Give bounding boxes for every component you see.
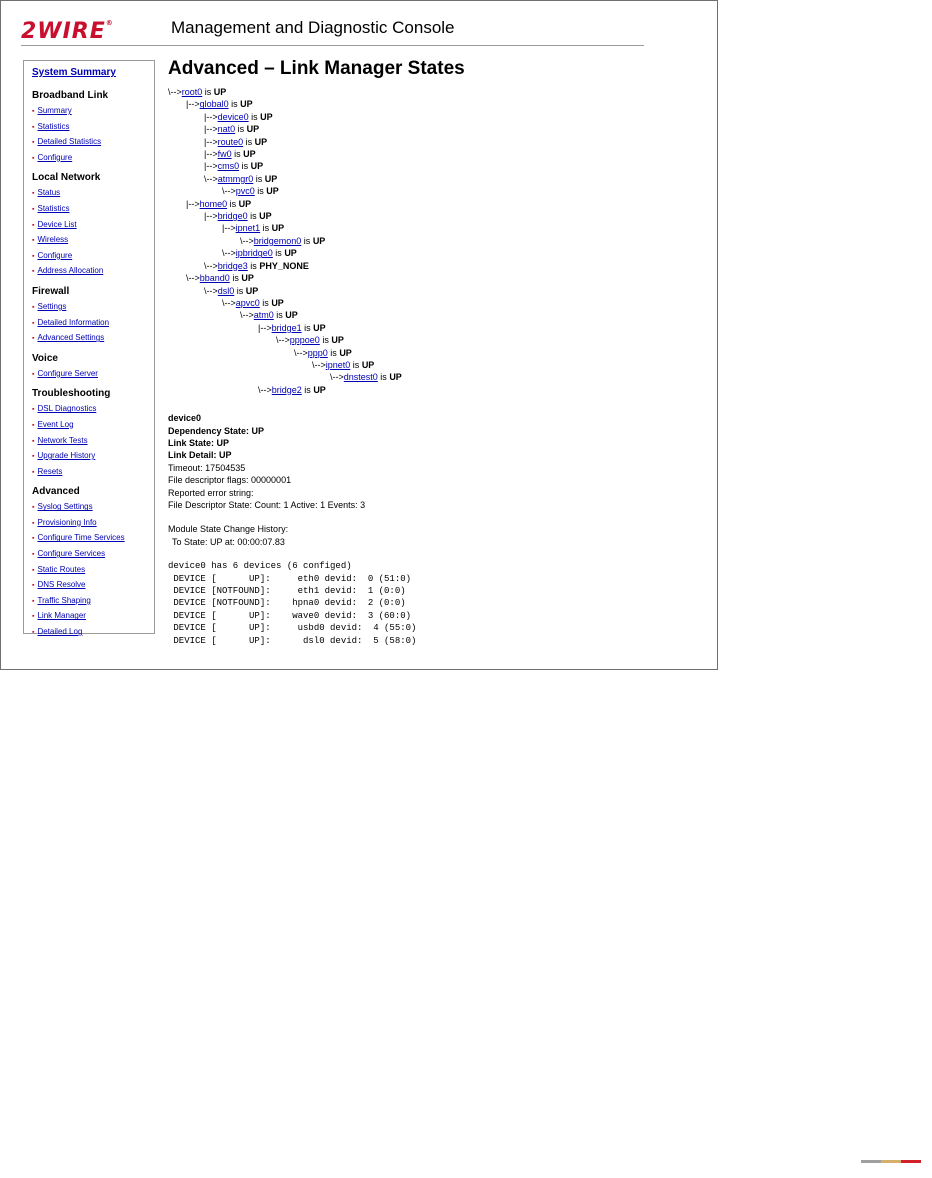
tree-node-state: UP — [241, 273, 254, 284]
deco-segment-tan — [881, 1160, 901, 1163]
nav-section — [32, 172, 154, 280]
nav-link-address-allocation[interactable]: Address Allocation — [37, 266, 104, 276]
device-line: DEVICE [ UP]: wave0 devid: 3 (60:0) — [168, 610, 412, 621]
tree-connector: \--> — [222, 186, 236, 197]
nav-item — [32, 233, 154, 249]
sidebar-nav — [23, 60, 155, 637]
bullet-icon: ▪ — [32, 566, 35, 574]
console-title: Management and Diagnostic Console — [171, 18, 455, 37]
bullet-icon: ▪ — [32, 629, 35, 637]
header-divider — [21, 45, 644, 46]
tree-node-link[interactable]: ipnet0 — [325, 359, 351, 370]
nav-link-event-log[interactable]: Event Log — [37, 419, 74, 429]
link-state: Link State: UP — [168, 437, 230, 448]
tree-node-link[interactable]: atm0 — [253, 310, 274, 321]
dependency-state: Dependency State: UP — [168, 425, 265, 436]
nav-section — [32, 90, 154, 166]
device-lines — [168, 573, 698, 647]
tree-connector: |--> — [186, 99, 200, 110]
tree-node-link[interactable]: global0 — [199, 99, 229, 110]
tree-node-state: UP — [238, 198, 252, 209]
bullet-icon: ▪ — [32, 139, 35, 147]
tree-node-link[interactable]: apvc0 — [235, 297, 260, 308]
timeout: Timeout: 17504535 — [168, 462, 246, 473]
tree-row — [168, 123, 698, 135]
tree-connector: \--> — [222, 297, 236, 308]
nav-section — [32, 486, 154, 640]
nav-item — [32, 625, 154, 641]
nav-link-advanced-settings[interactable]: Advanced Settings — [37, 333, 105, 343]
2wire-logo — [21, 19, 114, 44]
nav-item — [32, 531, 154, 547]
nav-link-statistics[interactable]: Statistics — [37, 203, 70, 213]
tree-node-state: UP — [389, 372, 402, 383]
bullet-icon: ▪ — [32, 582, 35, 590]
nav-item — [32, 418, 154, 434]
tree-separator: is — [319, 335, 332, 346]
nav-item — [32, 186, 154, 202]
tree-connector: \--> — [330, 372, 344, 383]
tree-node-state: PHY_NONE — [259, 260, 309, 271]
tree-row — [168, 347, 698, 359]
tree-node-link[interactable]: nat0 — [217, 124, 236, 135]
tree-separator: is — [259, 297, 272, 308]
bullet-icon: ▪ — [32, 535, 35, 543]
tree-node-link[interactable]: ppp0 — [307, 347, 328, 358]
nav-link-status[interactable]: Status — [37, 188, 61, 198]
nav-item — [32, 331, 154, 347]
device-line: DEVICE [ UP]: eth0 devid: 0 (51:0) — [168, 573, 412, 584]
tree-node-state: UP — [259, 211, 272, 222]
tree-row — [168, 98, 698, 110]
tree-connector: \--> — [204, 173, 218, 184]
tree-node-link[interactable]: route0 — [217, 136, 244, 147]
main-content — [168, 58, 698, 647]
tree-row — [168, 148, 698, 160]
tree-separator: is — [350, 359, 362, 370]
tree-connector: |--> — [204, 211, 218, 222]
tree-separator: is — [243, 136, 255, 147]
nav-item — [32, 594, 154, 610]
tree-separator: is — [301, 235, 313, 246]
tree-node-state: UP — [246, 124, 260, 135]
tree-node-link[interactable]: device0 — [217, 111, 249, 122]
device-line: DEVICE [ UP]: usbd0 devid: 4 (55:0) — [168, 623, 417, 634]
nav-link-detailed-information[interactable]: Detailed Information — [37, 317, 110, 327]
tree-connector: \--> — [240, 235, 254, 246]
bullet-icon: ▪ — [32, 123, 35, 131]
tree-separator: is — [231, 149, 244, 160]
tree-node-state: UP — [245, 285, 259, 296]
nav-link-dsl-diagnostics[interactable]: DSL Diagnostics — [37, 404, 97, 414]
tree-separator: is — [229, 273, 242, 284]
tree-node-link[interactable]: bridgemon0 — [253, 235, 302, 246]
tree-node-state: UP — [284, 248, 297, 259]
tree-row — [168, 235, 698, 247]
logo-text: 2WIRE — [21, 19, 106, 44]
tree-node-link[interactable]: root0 — [181, 87, 203, 97]
fd-flags: File descriptor flags: 00000001 — [168, 475, 292, 486]
tree-row — [168, 210, 698, 222]
tree-node-link[interactable]: dsl0 — [217, 285, 235, 296]
tree-node-state: UP — [260, 111, 273, 122]
bullet-icon: ▪ — [32, 237, 35, 245]
nav-link-upgrade-history[interactable]: Upgrade History — [37, 451, 96, 461]
tree-separator: is — [247, 260, 260, 271]
nav-link-syslog-settings[interactable]: Syslog Settings — [37, 502, 93, 512]
tree-row — [168, 285, 698, 297]
nav-link-dns-resolve[interactable]: DNS Resolve — [37, 580, 86, 590]
bullet-icon: ▪ — [32, 406, 35, 414]
tree-row — [168, 272, 698, 284]
nav-link-statistics[interactable]: Statistics — [37, 121, 70, 131]
nav-item — [32, 609, 154, 625]
nav-item — [32, 465, 154, 481]
tree-separator: is — [301, 384, 314, 395]
tree-connector: \--> — [258, 384, 272, 395]
nav-item — [32, 264, 154, 280]
bullet-icon: ▪ — [32, 370, 35, 378]
nav-link-wireless[interactable]: Wireless — [37, 235, 69, 245]
tree-connector: \--> — [240, 310, 254, 321]
bullet-icon: ▪ — [32, 268, 35, 276]
tree-node-link[interactable]: atmmgr0 — [217, 173, 254, 184]
tree-connector: \--> — [312, 359, 326, 370]
bullet-icon: ▪ — [32, 468, 35, 476]
nav-item — [32, 449, 154, 465]
nav-item — [32, 120, 154, 136]
system-summary-link[interactable]: System Summary — [32, 67, 116, 78]
tree-node-state: UP — [361, 359, 375, 370]
error-string: Reported error string: — [168, 487, 254, 498]
tree-node-state: UP — [250, 161, 264, 172]
tree-node-state: UP — [240, 99, 253, 110]
tree-node-state: UP — [243, 149, 256, 160]
tree-connector: |--> — [204, 161, 218, 172]
bullet-icon: ▪ — [32, 437, 35, 445]
tree-node-link[interactable]: bridge1 — [271, 322, 302, 333]
nav-link-static-routes[interactable]: Static Routes — [37, 564, 86, 574]
nav-item — [32, 249, 154, 265]
tree-row — [168, 185, 698, 197]
tree-row — [168, 160, 698, 172]
tree-separator: is — [247, 211, 260, 222]
nav-item — [32, 316, 154, 332]
tree-row — [168, 334, 698, 346]
bullet-icon: ▪ — [32, 421, 35, 429]
tree-node-link[interactable]: dnstest0 — [343, 372, 378, 383]
tree-node-link[interactable]: pvc0 — [235, 186, 255, 197]
bullet-icon: ▪ — [32, 252, 35, 260]
tree-node-link[interactable]: home0 — [199, 198, 228, 209]
tree-node-state: UP — [339, 347, 352, 358]
bullet-icon: ▪ — [32, 303, 35, 311]
nav-link-resets[interactable]: Resets — [37, 466, 63, 476]
tree-node-link[interactable]: fw0 — [217, 149, 232, 160]
tree-separator: is — [327, 347, 340, 358]
nav-link-configure-server[interactable]: Configure Server — [37, 368, 98, 378]
tree-node-link[interactable]: bridge3 — [217, 260, 248, 271]
tree-node-state: UP — [313, 322, 326, 333]
nav-section — [32, 353, 154, 383]
nav-heading: Local Network — [32, 172, 101, 184]
nav-sections — [32, 90, 154, 641]
nav-item — [32, 434, 154, 450]
tree-connector: |--> — [204, 149, 218, 160]
bullet-icon: ▪ — [32, 504, 35, 512]
tree-separator: is — [202, 87, 214, 97]
bullet-icon: ▪ — [32, 108, 35, 115]
tree-connector: |--> — [204, 124, 218, 135]
tree-node-link[interactable]: pppoe0 — [289, 335, 320, 346]
bullet-icon: ▪ — [32, 453, 35, 461]
device-list — [168, 560, 698, 647]
history-entry: To State: UP at: 00:00:07.83 — [172, 536, 285, 547]
bullet-icon: ▪ — [32, 190, 35, 198]
device-line: DEVICE [NOTFOUND]: hpna0 devid: 2 (0:0) — [168, 598, 406, 609]
tree-row — [168, 384, 698, 396]
nav-link-configure-services[interactable]: Configure Services — [37, 549, 106, 559]
nav-heading: Broadband Link — [32, 90, 109, 101]
tree-node-state: UP — [313, 384, 326, 395]
nav-heading: Firewall — [32, 285, 70, 297]
page-title: Advanced – Link Manager States — [168, 58, 465, 79]
nav-item — [32, 104, 154, 120]
link-state-tree — [168, 86, 698, 396]
tree-separator: is — [272, 248, 285, 259]
nav-link-detailed-log[interactable]: Detailed Log — [37, 627, 83, 637]
nav-link-summary[interactable]: Summary — [37, 106, 72, 115]
tree-node-link[interactable]: ipbridge0 — [235, 248, 273, 259]
tree-separator: is — [273, 310, 286, 321]
tree-node-state: UP — [254, 136, 268, 147]
nav-item — [32, 151, 154, 167]
link-detail: Link Detail: UP — [168, 450, 232, 461]
tree-separator: is — [227, 198, 239, 209]
tree-row — [168, 371, 698, 383]
device-line: DEVICE [NOTFOUND]: eth1 devid: 1 (0:0) — [168, 586, 406, 597]
bullet-icon: ▪ — [32, 597, 35, 605]
nav-heading: Voice — [32, 352, 58, 364]
decorative-bar — [861, 1160, 921, 1163]
tree-separator: is — [254, 186, 267, 197]
tree-connector: |--> — [204, 111, 218, 122]
fd-state: File Descriptor State: Count: 1 Active: 1 Events: 3 — [168, 500, 366, 510]
tree-row — [168, 222, 698, 234]
tree-node-link[interactable]: bridge0 — [217, 211, 248, 222]
nav-item — [32, 500, 154, 516]
tree-separator: is — [248, 111, 261, 122]
tree-row — [168, 111, 698, 123]
nav-item — [32, 135, 154, 151]
nav-item — [32, 563, 154, 579]
tree-node-state: UP — [266, 186, 279, 197]
nav-link-traffic-shaping[interactable]: Traffic Shaping — [37, 595, 91, 605]
tree-connector: \--> — [294, 347, 308, 358]
nav-link-link-manager[interactable]: Link Manager — [37, 611, 86, 621]
tree-row — [168, 260, 698, 272]
deco-segment-gray — [861, 1160, 881, 1163]
tree-connector: \--> — [204, 285, 218, 296]
nav-item — [32, 300, 154, 316]
tree-separator: is — [234, 285, 246, 296]
tree-node-link[interactable]: bband0 — [199, 273, 230, 284]
nav-item — [32, 202, 154, 218]
tree-separator: is — [377, 372, 390, 383]
tree-connector: \--> — [276, 335, 290, 346]
bullet-icon: ▪ — [32, 221, 35, 229]
tree-connector: |--> — [222, 223, 236, 234]
bullet-icon: ▪ — [32, 519, 35, 527]
tree-connector: |--> — [204, 136, 218, 147]
nav-link-device-list[interactable]: Device List — [37, 219, 77, 229]
tree-row — [168, 322, 698, 334]
nav-item — [32, 547, 154, 563]
nav-link-settings[interactable]: Settings — [37, 301, 67, 311]
nav-link-configure[interactable]: Configure — [37, 152, 73, 162]
tree-node-link[interactable]: bridge2 — [271, 384, 302, 395]
state-change-history — [168, 523, 698, 548]
tree-row — [168, 173, 698, 185]
nav-link-provisioning-info[interactable]: Provisioning Info — [37, 517, 97, 527]
tree-row — [168, 136, 698, 148]
tree-separator: is — [228, 99, 241, 110]
nav-link-network-tests[interactable]: Network Tests — [37, 435, 88, 445]
tree-row — [168, 247, 698, 259]
tree-row — [168, 86, 698, 98]
tree-node-link[interactable]: cms0 — [217, 161, 240, 172]
tree-connector: \--> — [186, 273, 200, 284]
tree-connector: \--> — [222, 248, 236, 259]
device-details — [168, 412, 698, 511]
tree-node-state: UP — [264, 173, 278, 184]
device-line: DEVICE [ UP]: dsl0 devid: 5 (58:0) — [168, 635, 417, 646]
tree-separator: is — [253, 173, 265, 184]
nav-section — [32, 286, 154, 347]
nav-link-configure-time-services[interactable]: Configure Time Services — [37, 533, 125, 543]
nav-section — [32, 388, 154, 480]
device-name: device0 — [168, 413, 202, 424]
deco-segment-red — [901, 1160, 921, 1163]
nav-item — [32, 367, 154, 383]
nav-link-detailed-statistics[interactable]: Detailed Statistics — [37, 137, 102, 147]
tree-node-state: UP — [312, 235, 326, 246]
tree-row — [168, 198, 698, 210]
nav-item — [32, 402, 154, 418]
bullet-icon: ▪ — [32, 551, 35, 559]
console-frame — [0, 0, 718, 670]
tree-row — [168, 359, 698, 371]
bullet-icon: ▪ — [32, 154, 35, 162]
tree-node-state: UP — [285, 310, 298, 321]
nav-item — [32, 516, 154, 532]
nav-heading: Troubleshooting — [32, 388, 111, 400]
tree-connector: \--> — [204, 260, 218, 271]
tree-node-state: UP — [213, 87, 227, 97]
tree-row — [168, 309, 698, 321]
bullet-icon: ▪ — [32, 613, 35, 621]
tree-connector: |--> — [258, 322, 272, 333]
history-title: Module State Change History: — [168, 524, 289, 535]
tree-connector: |--> — [186, 198, 200, 209]
tree-connector: \--> — [168, 87, 182, 97]
bullet-icon: ▪ — [32, 335, 35, 343]
bullet-icon: ▪ — [32, 205, 35, 213]
nav-item — [32, 578, 154, 594]
tree-separator: is — [301, 322, 314, 333]
tree-node-state: UP — [271, 223, 285, 234]
bullet-icon: ▪ — [32, 319, 35, 327]
tree-separator: is — [239, 161, 251, 172]
nav-link-configure[interactable]: Configure — [37, 250, 73, 260]
nav-item — [32, 218, 154, 234]
tree-node-state: UP — [271, 297, 284, 308]
tree-separator: is — [260, 223, 272, 234]
tree-node-state: UP — [331, 335, 344, 346]
tree-node-link[interactable]: ipnet1 — [235, 223, 261, 234]
device-summary: device0 has 6 devices (6 configed) — [168, 561, 352, 572]
nav-heading: Advanced — [32, 486, 80, 498]
tree-separator: is — [235, 124, 247, 135]
tree-row — [168, 297, 698, 309]
registered-mark: ® — [105, 19, 114, 27]
